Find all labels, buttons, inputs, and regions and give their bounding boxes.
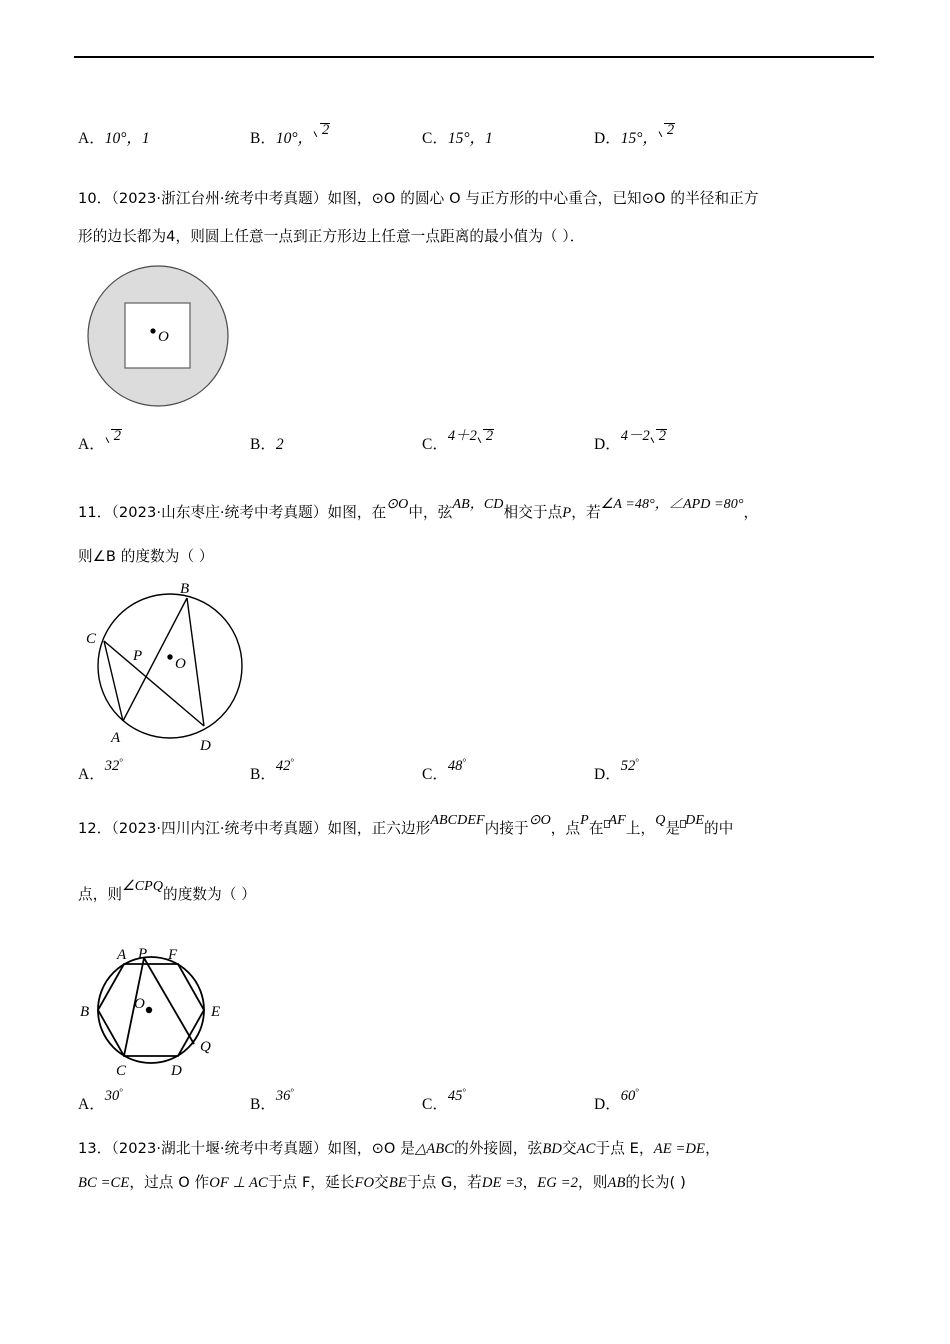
option-q11-a[interactable] [78,758,124,784]
option-q11-c-value: 48 [447,758,463,774]
q13-line2-c: 交 [374,1174,389,1191]
option-q11-a-degree: ° [119,758,124,768]
q11-circle [98,594,242,738]
option-q9-d-label: D． [594,130,621,147]
option-q11-b-degree: ° [290,758,295,768]
option-q9-c-label: C． [422,130,448,147]
option-q10-b-value: 2 [275,436,284,453]
option-q12-c[interactable] [422,1088,467,1114]
q13-segment-be: BE [388,1175,407,1191]
q13-line2-g: 的长为( ) [625,1174,686,1191]
q13-of-perp-ac: OF ⊥ AC [209,1175,268,1191]
option-q9-c[interactable] [422,126,493,148]
question-13-line-2 [78,1172,686,1194]
option-q9-c-value: 15°，1 [447,130,493,147]
q11-center-dot [167,654,172,659]
q11-label-A: A [111,730,121,746]
option-q9-a[interactable] [78,126,150,148]
option-q11-c-degree: ° [462,758,467,768]
q12-point-q: Q [655,813,666,828]
q12-text-b: 内接于 [484,820,529,837]
q12-text-c: ，点 [550,820,581,837]
option-q10-d-radicand: 2 [650,428,666,445]
option-q10-a-radicand: 2 [105,428,121,445]
q13-text-b: 的外接圆，弦 [454,1140,543,1157]
q13-line2-a: ，过点 O 作 [129,1174,210,1191]
question-11-line-2 [78,546,214,568]
option-q11-b-label: B． [250,766,276,783]
q12-text-f: 是 [665,820,681,837]
q13-line2-e: ， [522,1174,538,1191]
q12-line2-b: 的度数为（ ） [163,886,256,903]
option-q12-b-degree: ° [290,1088,295,1098]
figure-q10-circle-square [82,262,242,414]
option-q10-c-value: 4＋2 [447,428,477,444]
option-q9-a-value: 10°，1 [104,130,150,147]
question-10-line-2 [78,226,584,248]
figure-q12-hexagon-circle [78,948,248,1078]
q12-arc-af: AF [608,813,626,828]
q11-segment-bd [187,598,204,726]
q13-text-c: 交 [561,1140,577,1157]
option-q9-b-value: 10°， [275,130,314,147]
q11-text-c: 相交于点 [503,504,563,521]
q11-segment-ca [104,641,123,721]
option-q12-d[interactable] [594,1088,640,1114]
options-row-q10 [78,428,878,462]
q11-circle-symbol: ⊙O [386,497,409,512]
question-12-line-2 [78,879,256,907]
q11-label-D: D [200,738,211,754]
q13-text-d: 于点 E， [595,1140,654,1157]
option-q11-a-label: A． [78,766,105,783]
q12-text-g: 的中 [704,820,734,837]
q13-triangle-abc: △ABC [414,1141,455,1157]
q10-center-label: O [158,329,169,345]
option-q9-b-radicand: 2 [313,122,329,139]
option-q11-c[interactable] [422,758,467,784]
option-q10-a[interactable] [78,428,121,454]
q12-line2-a: 点，则 [78,886,123,903]
options-row-q11 [78,758,878,792]
option-q9-b[interactable] [250,122,330,148]
q12-text-d: 在 [588,820,604,837]
q11-label-C: C [86,631,97,647]
option-q11-d-degree: ° [635,758,640,768]
option-q10-d-value: 4－2 [620,428,650,444]
q12-text-a: 如图，正六边形 [327,820,431,837]
option-q11-d-value: 52 [620,758,636,774]
option-q10-b[interactable] [250,432,284,454]
q13-line2-f: ，则 [578,1174,608,1191]
option-q10-a-label: A． [78,436,105,453]
q12-circle-symbol: ⊙O [528,813,551,828]
option-q9-d[interactable] [594,122,675,148]
option-q11-d[interactable] [594,758,640,784]
q12-label-D: D [171,1063,182,1078]
option-q12-a-value: 30 [104,1088,120,1104]
option-q10-d[interactable] [594,428,666,454]
q13-text-a: 如图，⊙O 是 [327,1140,415,1157]
q11-text-d: ，若 [571,504,601,521]
question-12-line-1 [78,813,734,841]
q13-ray-fo: FO [354,1175,375,1191]
q13-eg-value: EG =2 [537,1175,579,1191]
q13-text-e: ， [705,1140,720,1157]
q11-label-O: O [175,656,186,672]
q10-text-2: 形的边长都为4，则圆上任意一点到正方形边上任意一点距离的最小值为（ ）． [78,228,585,245]
options-row-q12 [78,1088,878,1122]
q11-text-a: 如图，在 [327,504,387,521]
q11-source: （2023·山东枣庄·统考中考真题） [111,504,328,521]
option-q12-a-label: A． [78,1096,105,1113]
q12-label-A: A [117,948,127,963]
q12-arc-de: DE [685,813,705,828]
figure-q11-circle-chords [82,578,262,760]
q13-source: （2023·湖北十堰·统考中考真题） [111,1140,328,1157]
options-row-q9 [78,122,878,156]
question-11-line-1 [78,497,759,525]
question-10-line-1 [78,188,759,210]
q13-line2-d: 于点 G，若 [406,1174,482,1191]
option-q10-c-label: C． [422,436,448,453]
option-q11-b[interactable] [250,758,295,784]
option-q12-d-value: 60 [620,1088,636,1104]
q13-line2-b: 于点 F，延长 [267,1174,355,1191]
q13-number: 13． [78,1140,112,1157]
q10-center-dot [150,328,155,333]
option-q12-b[interactable] [250,1088,295,1114]
option-q11-a-value: 32 [104,758,120,774]
q12-label-O: O [134,996,145,1012]
q11-text-b: 中，弦 [408,504,453,521]
option-q9-a-label: A． [78,130,105,147]
q12-label-P: P [138,948,148,962]
q11-trailing-comma: ， [743,504,759,521]
option-q12-d-label: D． [594,1096,621,1113]
q12-text-e: 上， [625,820,656,837]
q11-chord-cd [104,641,204,726]
q12-label-E: E [211,1004,221,1020]
q10-source: （2023·浙江台州·统考中考真题） [111,190,328,207]
option-q12-a[interactable] [78,1088,124,1114]
option-q10-b-label: B． [250,436,276,453]
q13-segment-ac: AC [576,1141,596,1157]
q10-number: 10． [78,190,112,207]
q12-point-p: P [580,813,589,828]
q12-source: （2023·四川内江·统考中考真题） [111,820,328,837]
option-q9-d-value: 15°， [620,130,658,147]
option-q12-b-value: 36 [275,1088,291,1104]
q11-point-p: P [562,505,572,521]
q11-chords: AB，CD [452,497,504,512]
q12-hexagon-name: ABCDEF [430,813,485,828]
option-q10-c[interactable] [422,428,494,454]
option-q12-c-degree: ° [462,1088,467,1098]
option-q10-d-label: D． [594,436,621,453]
option-q11-d-label: D． [594,766,621,783]
q12-number: 12． [78,820,112,837]
option-q11-b-value: 42 [275,758,291,774]
q11-given-angles: ∠A =48°，∠APD =80° [600,497,744,512]
q13-chord-bd: BD [542,1141,562,1157]
question-13-line-1 [78,1138,720,1160]
option-q12-c-label: C． [422,1096,448,1113]
q12-center-dot [146,1007,152,1013]
q10-text-1: 如图，⊙O 的圆心 O 与正方形的中心重合，已知⊙O 的半径和正方 [327,190,759,207]
q12-label-F: F [168,948,178,963]
q13-eq-ae-de: AE =DE [653,1141,706,1157]
option-q11-c-label: C． [422,766,448,783]
option-q12-d-degree: ° [635,1088,640,1098]
q11-label-P: P [133,648,143,664]
q12-label-B: B [80,1004,90,1020]
q11-number: 11． [78,504,112,521]
q13-segment-ab: AB [607,1175,626,1191]
q11-label-B: B [180,581,190,597]
header-divider [74,56,874,58]
option-q10-c-radicand: 2 [477,428,493,445]
option-q9-b-label: B． [250,130,276,147]
option-q12-a-degree: ° [119,1088,124,1098]
q12-label-Q: Q [200,1039,211,1055]
option-q12-b-label: B． [250,1096,276,1113]
q13-eq-bc-ce: BC =CE [78,1175,130,1191]
option-q9-d-radicand: 2 [658,122,674,139]
q12-label-C: C [116,1063,127,1078]
q12-angle-cpq: ∠CPQ [122,879,164,894]
q11-text-line2: 则∠B 的度数为（ ） [78,548,214,565]
option-q12-c-value: 45 [447,1088,463,1104]
q13-de-value: DE =3 [481,1175,523,1191]
